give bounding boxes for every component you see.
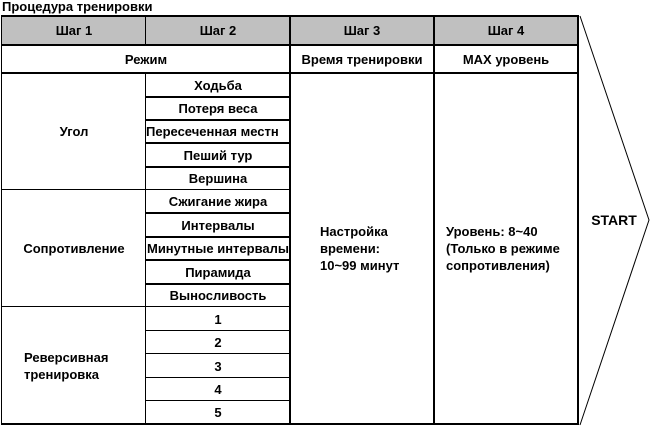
resistance-item: Сжигание жира [168,194,268,209]
reverse-item: 4 [214,382,222,397]
level-setting: Уровень: 8~40 (Только в режиме сопротивления) [446,224,560,273]
resistance-item: Интервалы [181,217,255,233]
angle-item: Потеря веса [178,101,258,116]
header-step-4: Шаг 4 [487,23,525,38]
reverse-item: 2 [214,335,222,350]
header-step-3: Шаг 3 [343,23,381,38]
max-level-label: MAX уровень [462,51,550,67]
angle-item: Ходьба [194,77,242,93]
group-reverse-label: Реверсивная тренировка [24,349,109,382]
header-step-2: Шаг 2 [199,23,237,38]
reverse-item: 5 [214,405,222,420]
reverse-item: 3 [214,358,222,374]
angle-item: Вершина [188,171,248,186]
reverse-item: 1 [214,311,222,327]
page-title: Процедура тренировки [2,0,153,14]
mode-label: Режим [124,51,168,67]
angle-item: Пеший тур [183,147,253,163]
angle-item: Пересеченная местн [146,124,279,139]
resistance-item: Выносливость [169,288,267,303]
resistance-item: Пирамида [185,264,251,280]
resistance-item: Минутные интервалы [146,241,290,256]
group-angle-label: Угол [59,124,89,139]
header-step-1: Шаг 1 [55,23,93,38]
group-resistance-label: Сопротивление [23,241,125,256]
time-label: Время тренировки [301,51,423,67]
start-label: START [591,212,637,228]
time-setting: Настройка времени: 10~99 минут [320,224,400,273]
